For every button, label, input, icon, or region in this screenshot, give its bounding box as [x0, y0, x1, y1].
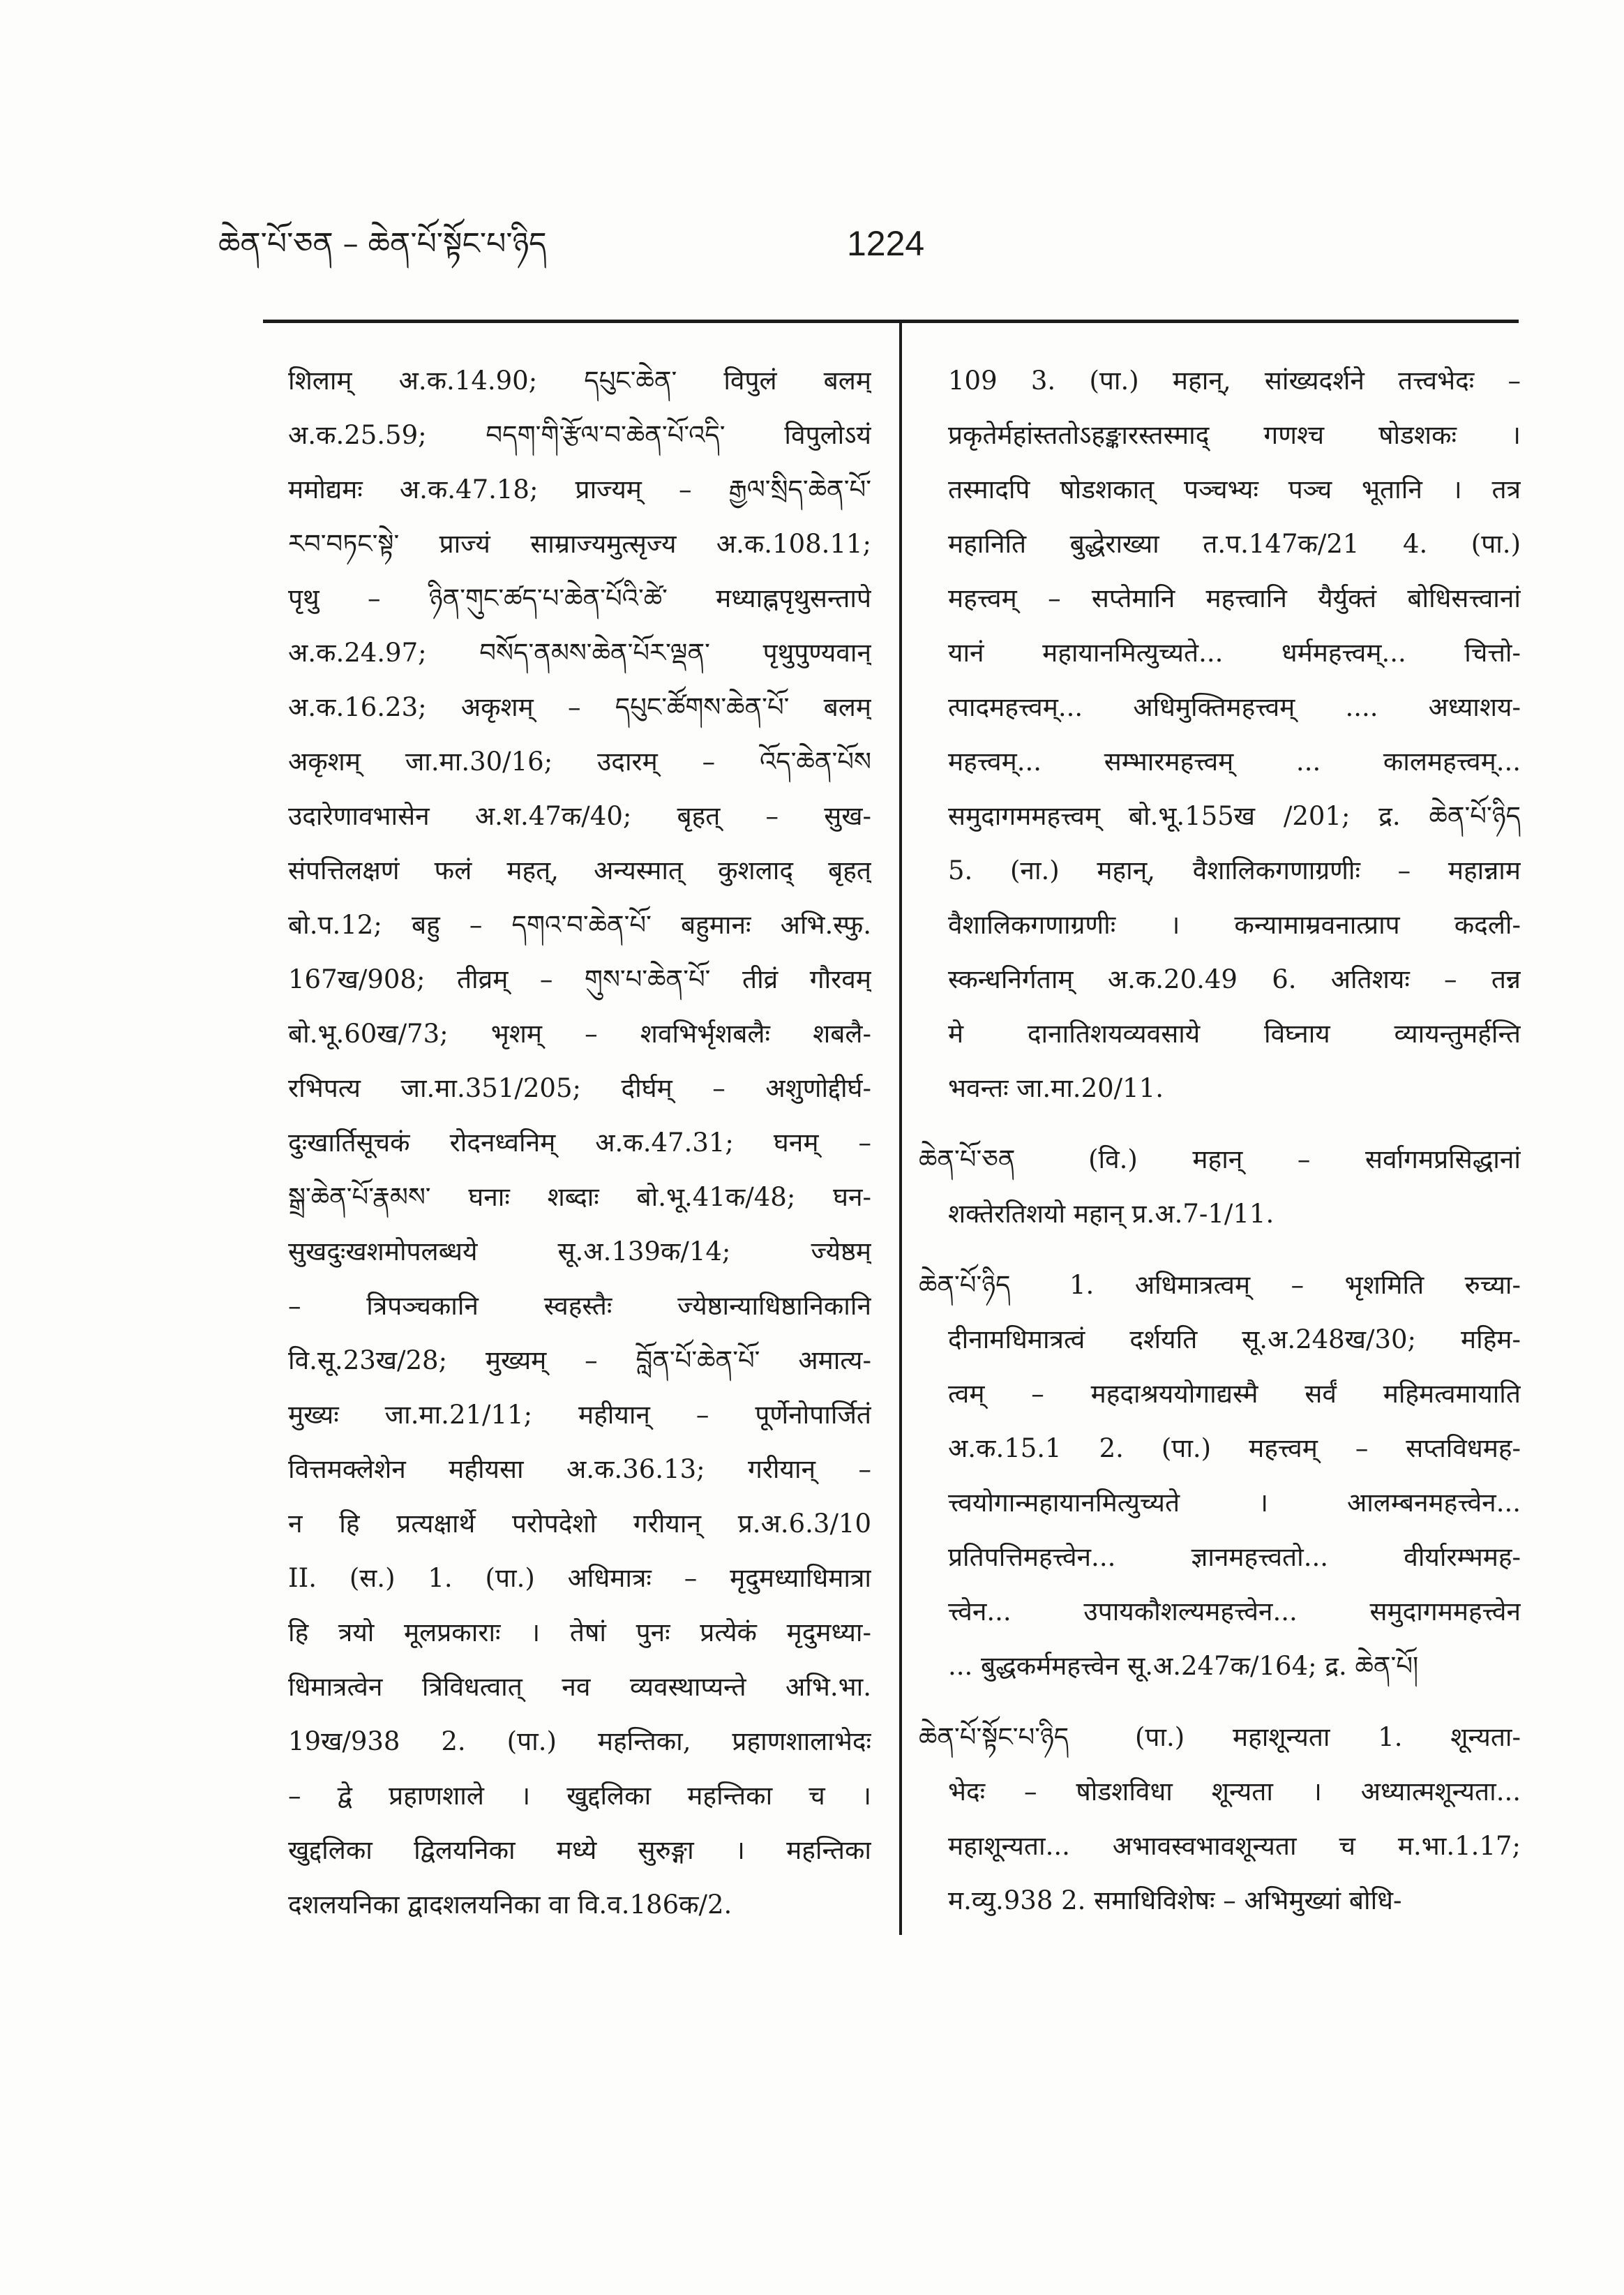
entry-line: शक्तेरतिशयो महान् प्र.अ.7-1/11.: [948, 1199, 1275, 1229]
entry-line: मे दानातिशयव्यवसाये विघ्नाय व्यायन्तुमर्हन्ति: [948, 1019, 1521, 1049]
running-head: ཆེན་པོ་ཅན – ཆེན་པོ་སྟོང་པ་ཉིད: [218, 226, 547, 262]
entry-line: ... बुद्धकर्ममहत्त्वेन सू.अ.247क/164; द्र. ཆེན་པོ།: [948, 1651, 1419, 1681]
entry-line: त्पादमहत्त्वम्... अधिमुक्तिमहत्त्वम् .... अध्याशय-: [948, 692, 1521, 722]
entry-line: बो.भू.60ख/73; भृशम् – शवभिर्भृशबलैः शबलै-: [288, 1019, 871, 1049]
entry-line: [919, 1132, 1521, 1187]
entry-continuation: [919, 354, 1521, 1116]
entry-line: धिमात्रत्वेन त्रिविधत्वात् नव व्यवस्थाप्यन्ते अभि.भा.: [288, 1672, 871, 1702]
entry-line: སྒྲ་ཆེན་པོ་རྣམས་ घनाः शब्दाः बो.भू.41क/48; घन-: [288, 1182, 871, 1212]
entry-line: दशलयनिका द्वादशलयनिका वा वि.व.186क/2.: [288, 1890, 732, 1920]
headword: ཆེན་པོ་ཅན: [919, 1144, 1016, 1174]
entry-line: – त्रिपञ्चकानि स्वहस्तैः ज्येष्ठान्याधिष्ठानिकानि: [288, 1291, 871, 1321]
column-divider: [899, 322, 902, 1935]
headword: ཆེན་པོ་སྟོང་པ་ཉིད: [919, 1722, 1069, 1752]
entry-continuation: [288, 354, 871, 1932]
entry-line: त्त्वेन... उपायकौशल्यमहत्त्वेन... समुदागममहत्त्वेन: [948, 1597, 1521, 1627]
entry-line: न हि प्रत्यक्षार्थे परोपदेशो गरीयान् प्र.अ.6.3/10: [288, 1509, 871, 1539]
entry-line: मुख्यः जा.मा.21/11; महीयान् – पूर्णेनोपार्जितं: [288, 1400, 871, 1430]
entry-line: [919, 1258, 1521, 1313]
entry-line: महत्त्वम्... सम्भारमहत्त्वम् ... कालमहत्त्वम्...: [948, 747, 1521, 777]
entry-line: 167ख/908; तीव्रम् – གུས་པ་ཆེན་པོ་ तीव्रं गौरवम्: [288, 964, 871, 994]
left-column: [288, 354, 871, 1932]
entry-line: सुखदुःखशमोपलब्धये सू.अ.139क/14; ज्येष्ठम्: [288, 1236, 871, 1266]
entry-line: हि त्रयो मूलप्रकाराः । तेषां पुनः प्रत्येकं मृदुमध्या-: [288, 1617, 871, 1647]
entry-line: दुःखार्तिसूचकं रोदनध्वनिम् अ.क.47.31; घनम् –: [288, 1128, 871, 1158]
entry-line: वैशालिकगणाग्रणीः । कन्यामाम्रवनात्प्राप कदली-: [948, 910, 1521, 940]
entry-line: त्त्वयोगान्महायानमित्युच्यते । आलम्बनमहत्त्वेन...: [948, 1488, 1521, 1518]
entry-line: संपत्तिलक्षणं फलं महत्, अन्यस्मात् कुशलाद् बृहत्: [288, 855, 871, 885]
dictionary-entry: [919, 1258, 1521, 1694]
header-rule: [263, 320, 1519, 323]
entry-line: अ.क.25.59; བདག་གི་རྩོལ་བ་ཆེན་པོ་འདི་ विपुलोऽयं: [288, 420, 871, 450]
dictionary-entry: [919, 1710, 1521, 1928]
entry-line: – द्वे प्रहाणशाले । खुद्दलिका महन्तिका च ।: [288, 1781, 871, 1811]
entry-line: शिलाम् अ.क.14.90; དཔུང་ཆེན་ विपुलं बलम्: [288, 366, 871, 396]
headword: ཆེན་པོ་ཉིད: [919, 1270, 1011, 1300]
entry-line: वित्तमक्लेशेन महीयसा अ.क.36.13; गरीयान् –: [288, 1454, 871, 1484]
entry-line: अ.क.24.97; བསོད་ནམས་ཆེན་པོར་ལྡན་ पृथुपुण्यवान्: [288, 638, 871, 668]
entry-line: समुदागममहत्त्वम् बो.भू.155ख /201; द्र. ཆེན་པོ་ཉིད: [948, 801, 1521, 831]
entry-line: महानिति बुद्धेराख्या त.प.147क/21 4. (पा.): [948, 529, 1521, 559]
entry-line: महत्त्वम् – सप्तेमानि महत्त्वानि यैर्युक्तं बोधिसत्त्वानां: [948, 583, 1521, 613]
entry-line: दीनामधिमात्रत्वं दर्शयति सू.अ.248ख/30; महिम-: [948, 1324, 1521, 1354]
entry-line-text: (वि.) महान् – सर्वागमप्रसिद्धानां: [1088, 1144, 1521, 1174]
entry-line: महाशून्यता... अभावस्वभावशून्यता च म.भा.1.17;: [948, 1831, 1521, 1861]
entry-line: 19ख/938 2. (पा.) महन्तिका, प्रहाणशालाभेदः: [288, 1726, 871, 1756]
entry-line: भवन्तः जा.मा.20/11.: [948, 1073, 1164, 1103]
entry-line: རབ་བཏང་སྟེ་ प्राज्यं साम्राज्यमुत्सृज्य अ.क.108.11;: [288, 529, 871, 559]
entry-line: II. (स.) 1. (पा.) अधिमात्रः – मृदुमध्याधिमात्रा: [288, 1563, 871, 1593]
dictionary-entry: [919, 1132, 1521, 1241]
entry-line: उदारेणावभासेन अ.श.47क/40; बृहत् – सुख-: [288, 801, 871, 831]
entry-line: ममोद्यमः अ.क.47.18; प्राज्यम् – རྒྱལ་སྲིད་ཆེན་པོ་: [288, 474, 871, 504]
right-column: [919, 354, 1521, 1928]
entry-line-text: 1. अधिमात्रत्वम् – भृशमिति रुच्या-: [1069, 1270, 1521, 1300]
entry-line: म.व्यु.938 2. समाधिविशेषः – अभिमुख्यां बोधि-: [948, 1885, 1402, 1915]
entry-line: वि.सू.23ख/28; मुख्यम् – བློན་པོ་ཆེན་པོ་ अमात्य-: [288, 1345, 871, 1375]
entry-line: त्वम् – महदाश्रययोगाद्यस्मै सर्वं महिमत्वमायाति: [948, 1379, 1521, 1409]
entry-line: [919, 1710, 1521, 1765]
entry-line: तस्मादपि षोडशकात् पञ्चभ्यः पञ्च भूतानि । तत्र: [948, 474, 1521, 504]
entry-line: बो.प.12; बहु – དགའ་བ་ཆེན་པོ་ बहुमानः अभि.स्फु.: [288, 910, 871, 940]
entry-line: पृथु – ཉིན་གུང་ཚད་པ་ཆེན་པོའི་ཚེ་ मध्याह्नपृथुसन्तापे: [288, 583, 871, 613]
entry-line: अकृशम् जा.मा.30/16; उदारम् – འོད་ཆེན་པོས: [288, 747, 871, 777]
entry-line: प्रतिपत्तिमहत्त्वेन... ज्ञानमहत्त्वतो... वीर्यारम्भमह-: [948, 1542, 1521, 1572]
entry-line: 5. (ना.) महान्, वैशालिकगणाग्रणीः – महान्नाम: [948, 855, 1521, 885]
page-number: 1224: [847, 224, 925, 263]
entry-line: यानं महायानमित्युच्यते... धर्ममहत्त्वम्... चित्तो-: [948, 638, 1521, 668]
entry-line: अ.क.15.1 2. (पा.) महत्त्वम् – सप्तविधमह-: [948, 1433, 1521, 1463]
entry-line: भेदः – षोडशविधा शून्यता । अध्यात्मशून्यता...: [948, 1777, 1521, 1807]
entry-line: प्रकृतेर्महांस्ततोऽहङ्कारस्तस्माद् गणश्च षोडशकः ।: [948, 420, 1521, 450]
entry-line: अ.क.16.23; अकृशम् – དཔུང་ཚོགས་ཆེན་པོ་ बलम्: [288, 692, 871, 722]
entry-line: 109 3. (पा.) महान्, सांख्यदर्शने तत्त्वभेदः –: [948, 366, 1521, 396]
entry-line: खुद्दलिका द्विलयनिका मध्ये सुरुङ्गा । महन्तिका: [288, 1835, 871, 1865]
entry-line: रभिपत्य जा.मा.351/205; दीर्घम् – अशुणोद्दीर्घ-: [288, 1073, 871, 1103]
entry-line-text: (पा.) महाशून्यता 1. शून्यता-: [1134, 1722, 1521, 1752]
entry-line: स्कन्धनिर्गताम् अ.क.20.49 6. अतिशयः – तन्न: [948, 964, 1521, 994]
